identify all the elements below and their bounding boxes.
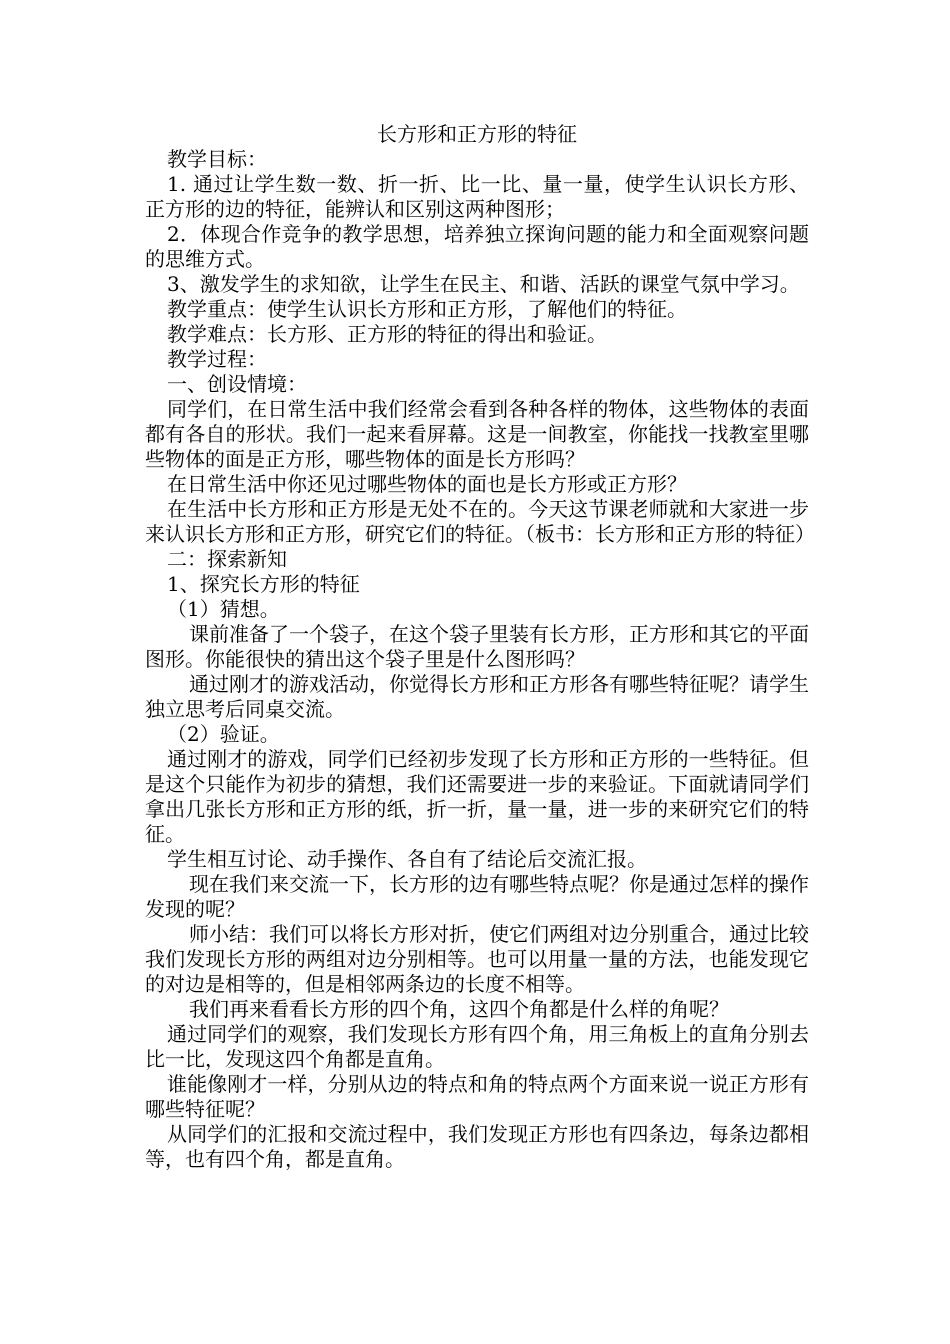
- paragraph: 师小结：我们可以将长方形对折，使它们两组对边分别重合，通过比较我们发现长方形的两组对边分别相等。也可以用量一量的方法，也能发现它的对边是相等的，但是相邻两条边的长度不相等。: [145, 922, 809, 996]
- paragraph: 谁能像刚才一样，分别从边的特点和角的特点两个方面来说一说正方形有哪些特征呢？: [145, 1072, 809, 1121]
- paragraph: （2）验证。: [167, 722, 280, 746]
- paragraph: 1、探究长方形的特征: [167, 572, 360, 596]
- paragraph: 二：探索新知: [167, 547, 287, 571]
- paragraph: 通过刚才的游戏活动，你觉得长方形和正方形各有哪些特征呢？请学生独立思考后同桌交流。: [145, 672, 809, 721]
- document-page: [145, 122, 815, 1172]
- paragraph: 教学目标：: [167, 147, 267, 171]
- paragraph: 教学过程：: [167, 347, 267, 371]
- document-body: [145, 147, 815, 1172]
- paragraph: 教学难点：长方形、正方形的特征的得出和验证。: [167, 322, 607, 346]
- paragraph: 一、创设情境：: [167, 372, 307, 396]
- paragraph: 在生活中长方形和正方形是无处不在的。今天这节课老师就和大家进一步来认识长方形和正方形，研究它们的特征。（板书：长方形和正方形的特征）: [145, 497, 815, 546]
- paragraph: 课前准备了一个袋子，在这个袋子里装有长方形，正方形和其它的平面图形。你能很快的猜出这个袋子里是什么图形吗？: [145, 622, 809, 671]
- paragraph: 从同学们的汇报和交流过程中，我们发现正方形也有四条边，每条边都相等，也有四个角，都是直角。: [145, 1122, 809, 1171]
- paragraph: 2．体现合作竞争的教学思想，培养独立探询问题的能力和全面观察问题的思维方式。: [145, 222, 809, 271]
- paragraph: 同学们，在日常生活中我们经常会看到各种各样的物体，这些物体的表面都有各自的形状。我们一起来看屏幕。这是一间教室，你能找一找教室里哪些物体的面是正方形，哪些物体的面是长方形吗？: [145, 397, 809, 471]
- paragraph: 通过同学们的观察，我们发现长方形有四个角，用三角板上的直角分别去比一比，发现这四个角都是直角。: [145, 1022, 809, 1071]
- paragraph: 3、激发学生的求知欲，让学生在民主、和谐、活跃的课堂气氛中学习。: [167, 272, 800, 296]
- paragraph: 1. 通过让学生数一数、折一折、比一比、量一量，使学生认识长方形、正方形的边的特征，能辨认和区别这两种图形；: [145, 172, 809, 221]
- paragraph: 我们再来看看长方形的四个角，这四个角都是什么样的角呢？: [189, 997, 729, 1021]
- paragraph: 在日常生活中你还见过哪些物体的面也是长方形或正方形？: [167, 472, 687, 496]
- paragraph: 现在我们来交流一下，长方形的边有哪些特点呢？你是通过怎样的操作发现的呢？: [145, 872, 809, 921]
- paragraph: 通过刚才的游戏，同学们已经初步发现了长方形和正方形的一些特征。但是这个只能作为初步的猜想，我们还需要进一步的来验证。下面就请同学们拿出几张长方形和正方形的纸，折一折，量一量，进一步的来研究它们的特征。: [145, 747, 809, 846]
- document-title: 长方形和正方形的特征: [377, 122, 577, 146]
- paragraph: 教学重点：使学生认识长方形和正方形，了解他们的特征。: [167, 297, 687, 321]
- paragraph: （1）猜想。: [167, 597, 280, 621]
- paragraph: 学生相互讨论、动手操作、各自有了结论后交流汇报。: [167, 847, 647, 871]
